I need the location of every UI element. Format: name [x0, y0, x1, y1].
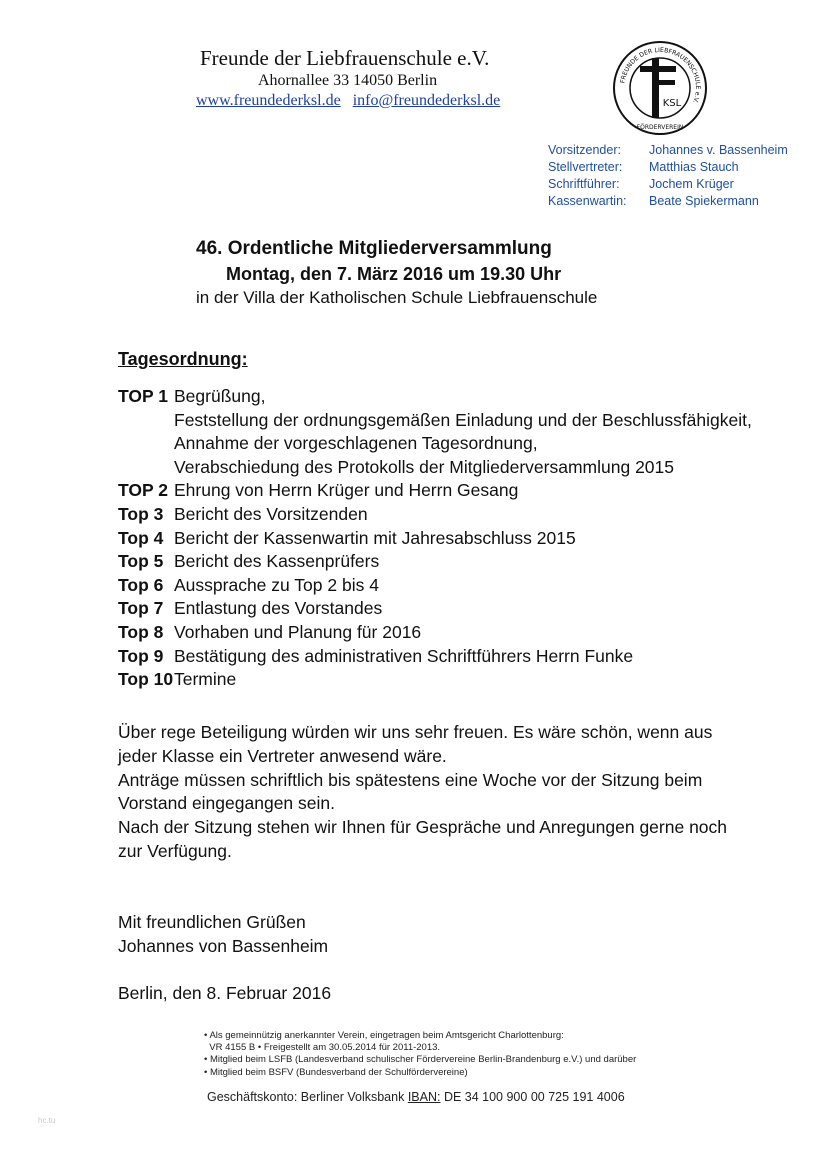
logo-bottom-text: FÖRDERVEREIN: [636, 124, 684, 131]
footer-note: • Als gemeinnützig anerkannter Verein, eingetragen beim Amtsgericht Charlottenburg:: [204, 1030, 564, 1041]
signer-name: Johannes von Bassenheim: [118, 936, 329, 956]
agenda-item-continuation: Feststellung der ordnungsgemäßen Einladung und der Beschlussfähigkeit,: [174, 409, 752, 430]
club-logo: [612, 40, 708, 136]
footer-notes: [204, 1030, 636, 1079]
org-links: [196, 92, 500, 110]
iban-label: IBAN:: [407, 1090, 441, 1104]
board-row: Stellvertreter: Matthias Stauch: [548, 160, 739, 174]
agenda-item: Top 3 Bericht des Vorsitzenden: [118, 503, 368, 524]
meeting-date: Montag, den 7. März 2016 um 19.30 Uhr: [226, 264, 562, 284]
agenda-item: Top 5 Bericht des Kassenprüfers: [118, 551, 380, 572]
agenda-item: Top 7 Entlastung des Vorstandes: [118, 598, 383, 619]
body-line: Über rege Beteiligung würden wir uns sehr freuen. Es wäre schön, wenn aus: [118, 722, 713, 742]
agenda-item: Top 4 Bericht der Kassenwartin mit Jahresabschluss 2015: [118, 527, 576, 548]
email-link[interactable]: info@freundederksl.de: [352, 92, 501, 109]
bank-account: Geschäftskonto: Berliner Volksbank IBAN: DE 34 100 900 00 725 191 4006: [207, 1090, 625, 1104]
agenda-item-continuation: Annahme der vorgeschlagenen Tagesordnung,: [174, 433, 538, 454]
body-line: Vorstand eingegangen sein.: [118, 793, 335, 814]
board-row: Kassenwartin: Beate Spiekermann: [548, 194, 759, 208]
meeting-location: in der Villa der Katholischen Schule Liebfrauenschule: [196, 288, 598, 307]
agenda-item: Top 6 Aussprache zu Top 2 bis 4: [118, 574, 379, 595]
logo-ring-text: FREUNDE DER LIEBFRAUENSCHULE e.V.: [619, 46, 702, 105]
org-address: Ahornallee 33 14050 Berlin: [258, 72, 438, 89]
agenda-item: Top 9 Bestätigung des administrativen Schriftführers Herrn Funke: [118, 645, 634, 666]
body-text: [118, 721, 727, 864]
closing-block: [118, 910, 328, 958]
agenda-item: Top 8 Vorhaben und Planung für 2016: [118, 621, 422, 642]
agenda-item: Top 10 Termine: [118, 669, 237, 690]
agenda-item-continuation: Verabschiedung des Protokolls der Mitgliederversammlung 2015: [174, 456, 674, 477]
body-line: Anträge müssen schriftlich bis spätestens eine Woche vor der Sitzung beim: [118, 769, 703, 790]
footer-note: • Mitglied beim LSFB (Landesverband schulischer Fördervereine Berlin-Brandenburg e.V.) und darüber: [204, 1054, 637, 1066]
agenda-heading: Tagesordnung:: [118, 349, 248, 369]
footer-note: • Mitglied beim BSFV (Bundesverband der Schulfördervereine): [204, 1066, 468, 1078]
meeting-title: 46. Ordentliche Mitgliederversammlung: [196, 238, 552, 259]
body-line: zur Verfügung.: [118, 840, 232, 861]
board-row: Vorsitzender: Johannes v. Bassenheim: [548, 143, 788, 157]
agenda-list: [118, 385, 752, 692]
agenda-item: TOP 1 Begrüßung,: [118, 386, 266, 406]
board-list: [548, 142, 788, 210]
greeting: Mit freundlichen Grüßen: [118, 912, 306, 932]
website-link[interactable]: www.freundederksl.de: [196, 92, 341, 109]
logo-initials: KSL: [662, 98, 682, 109]
iban-value: DE 34 100 900 00 725 191 4006: [440, 1090, 625, 1104]
body-line: jeder Klasse ein Vertreter anwesend wäre.: [118, 745, 447, 766]
board-row: Schriftführer: Jochem Krüger: [548, 177, 734, 191]
letter-date: Berlin, den 8. Februar 2016: [118, 983, 332, 1003]
org-name: Freunde der Liebfrauenschule e.V.: [200, 46, 490, 70]
faint-mark: hc.tu: [38, 1116, 56, 1125]
body-line: Nach der Sitzung stehen wir Ihnen für Gespräche und Anregungen gerne noch: [118, 817, 728, 838]
footer-note: VR 4155 B • Freigestellt am 30.05.2014 für 2011-2013.: [204, 1042, 441, 1054]
agenda-item: TOP 2 Ehrung von Herrn Krüger und Herrn Gesang: [118, 480, 519, 501]
